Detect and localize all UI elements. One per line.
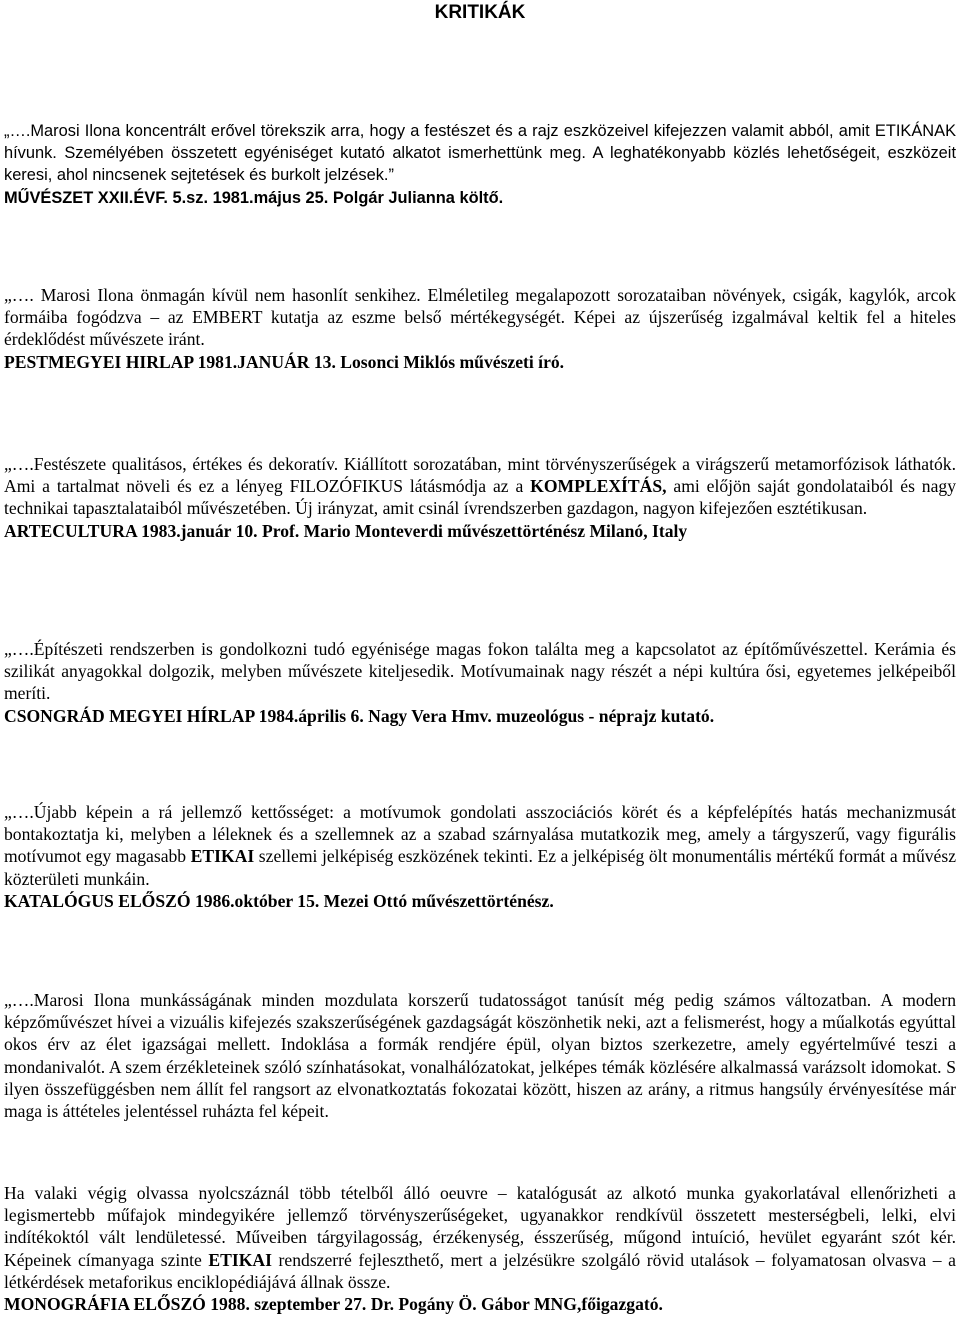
- review-4: [4, 638, 956, 727]
- page-title: KRITIKÁK: [434, 2, 526, 23]
- review-text-part: szellemi jelképiség eszközének tekinti. Ez a jelképiség ölt monumentális mértékű formát a művész közterületi munkáin.: [4, 846, 957, 889]
- review-5: [4, 801, 956, 912]
- review-text: [4, 453, 956, 520]
- review-source: ARTECULTURA 1983.január 10. Prof. Mario Monteverdi művészettörténész Milanó, Italy: [4, 520, 688, 541]
- review-7: [4, 1182, 956, 1315]
- review-text: „…. Marosi Ilona önmagán kívül nem hasonlít senkihez. Elméletileg megalapozott sorozataiban növények, csigák, kagylók, arcok formáiba fogódzva – az EMBERT kutatja az eszme belső mértékegységét. Képei az újszerűség izgalmával keltik fel a hiteles érdeklődést művészete iránt.: [4, 285, 956, 350]
- review-source: PESTMEGYEI HIRLAP 1981.JANUÁR 13. Losonci Miklós művészeti író.: [4, 351, 565, 372]
- review-text: [4, 1182, 956, 1293]
- review-6: [4, 989, 956, 1122]
- emphasis-keyword: KOMPLEXÍTÁS,: [530, 476, 667, 497]
- review-3: [4, 453, 956, 542]
- review-text-part: ami előjön saját gondolataiból és nagy technikai tapasztalataiból művészetében. Új irányzat, amit csinál ívrendszerben gazdagon, nagyon kifejezően esztétikusan.: [4, 476, 956, 519]
- emphasis-keyword: ETIKAI: [208, 1249, 272, 1270]
- review-text: „….Marosi Ilona munkásságának minden mozdulata korszerű tudatosságot tanúsít még pedig számos változatban. A modern képzőművészet hívei a vizuális kifejezés szakszerűségének gazdagságát köszönhetik neki, azt a felismerést, hogy a műalkotás egyúttal okos érv az élet igazságai mellett. Indoklása a formák rendjére épül, olyan biztos szerkezetre, amely egyértelművé teszi a mondanivalót. A szem érzékleteinek szóló színhatásokat, vonalhálózatokat, jelképes témák közlésére alkalmassá varázsolt idomokat. S ilyen összefüggésben nem állít fel rangsort az elvonatkoztatás fokozatai között, hiszen az arány, a ritmus hangsúly érvényesítése már maga is áttételes jelentéssel ruházta fel képeit.: [4, 990, 956, 1122]
- review-source: CSONGRÁD MEGYEI HÍRLAP 1984.április 6. Nagy Vera Hmv. muzeológus - néprajz kutató.: [4, 705, 715, 726]
- review-1: [4, 120, 956, 209]
- review-text-part: Ha valaki végig olvassa nyolcszáznál több tételből álló oeuvre – katalógusát az alkotó munka gyakorlatával ellenőrizheti a legismertebb műfajok mindegyikére jellemző törvényszerűségeket, ugyanakkor rendkívül összetett mesterségbeli, lelki, elvi indítékoktól vált lendületessé. Műveiben tárgyilagosság, érzékenység, ésszerűség, műgond intuíció, hevület egyaránt szót kér. Képeinek címanyaga szinte: [4, 1183, 956, 1270]
- review-2: [4, 284, 956, 373]
- review-text-part: rendszerré fejleszthető, mert a jelzésükre szolgáló rövid utalások – folyamatosan olvasva – a létkérdések metaforikus enciklopédiájává állnak össze.: [4, 1249, 956, 1292]
- emphasis-keyword: ETIKAI: [190, 846, 255, 867]
- review-text: „….Építészeti rendszerben is gondolkozni tudó egyénisége magas fokon találta meg a kapcsolatot az építőművészettel. Kerámia és szilikát anyagokkal dolgozik, melyben művészete kiteljesedik. Motívumainak nagy részét a népi kultúra ősi, egyetemes jelképeiből meríti.: [4, 639, 956, 704]
- review-text-part: „….Festészete qualitásos, értékes és dekoratív. Kiállított sorozatában, mint törvényszerűségek a virágszerű metamorfózisok láthatók. Ami a tartalmat növeli és ez a lényeg FILOZÓFIKUS látásmódja az a: [4, 454, 956, 497]
- review-text-part: „….Újabb képein a rá jellemző kettősséget: a motívumok gondolati asszociációs körét és a képfelépítés hatás mechanizmusát bontakoztatja ki, melyben a léleknek és a szellemnek az a szabad szárnyalása mutatkozik meg, amely a tárgyszerű, vagy figurális motívumot egy magasabb: [4, 802, 956, 867]
- review-text: „….Marosi Ilona koncentrált erővel törekszik arra, hogy a festészet és a rajz eszközeivel kifejezzen valamit abból, amit ETIKÁNAK hívunk. Személyében összetett egyéniséget kutató alkatot ismerhettünk meg. A leghatékonyabb közlés lehetőségeit, eszközeit keresi, ahol nincsenek sejtetések és burkolt jelzések.”: [4, 122, 956, 185]
- review-source: KATALÓGUS ELŐSZÓ 1986.október 15. Mezei Ottó művészettörténész.: [4, 890, 554, 911]
- review-source: MONOGRÁFIA ELŐSZÓ 1988. szeptember 27. Dr. Pogány Ö. Gábor MNG,főigazgató.: [4, 1294, 663, 1315]
- review-text: [4, 801, 956, 890]
- review-source: MŰVÉSZET XXII.ÉVF. 5.sz. 1981.május 25. Polgár Julianna költő.: [4, 188, 504, 207]
